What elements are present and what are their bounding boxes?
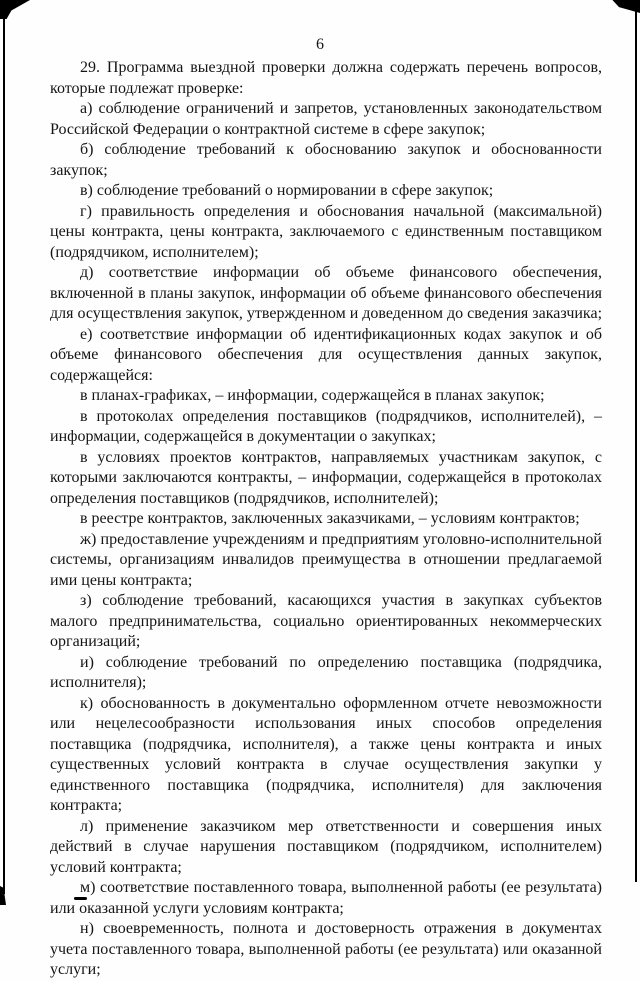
paragraph-subitem-plans: в планах-графиках, – информации, содержащейся в планах закупок;: [80, 387, 545, 404]
paragraph-subitem-protocols: в протоколах определения поставщиков (подрядчиков, исполнителей), – информации, содержащейся в документации о закупках;: [50, 407, 602, 445]
page-number: 6: [316, 36, 324, 53]
scan-artifact-bottom-left: [0, 886, 6, 905]
paragraph-item-zh: ж) предоставление учреждениям и предприятиям уголовно-исполнительной системы, организациям инвалидов преимущества в отношении предлагаемой ими цены контракта;: [50, 530, 602, 589]
paragraph-item-i: и) соблюдение требований по определению поставщика (подрядчика, исполнителя);: [50, 653, 602, 691]
paragraph-item-d: д) соответствие информации об объеме финансового обеспечения, включенной в планы закупок, информации об объеме финансового обеспечения для осуществления закупок, утвержденном и доведенном до сведения заказчика;: [50, 264, 603, 322]
paragraph-item-g: г) правильность определения и обоснования начальной (максимальной) цены контракта, цены контракта, заключаемого с единственным поставщиком (подрядчиком, исполнителем);: [50, 202, 602, 261]
paragraph-item-l: л) применение заказчиком мер ответственности и совершения иных действий в случае нарушения поставщиком (подрядчиком, исполнителем) условий контракта;: [50, 817, 602, 876]
paragraph-item-b: б) соблюдение требований к обоснованию закупок и обоснованности закупок;: [50, 141, 602, 179]
paragraph-item-k: к) обоснованность в документально оформленном отчете невозможности или нецелесообразности использования иных способов определения поставщика (подрядчика, исполнителя), а также цены контракта и иных существенных условий контракта в случае осуществления закупки у единственного поставщика (подрядчика, исполнителя) для заключения контракта;: [50, 694, 602, 814]
paragraph-item-n: н) своевременность, полнота и достоверность отражения в документах учета поставленного товара, выполненной работы (ее результата) или оказанной услуги;: [50, 920, 602, 978]
paragraph-item-a: а) соблюдение ограничений и запретов, установленных законодательством Российской Федерации о контрактной системе в сфере закупок;: [50, 100, 602, 138]
paragraph-item-z: з) соблюдение требований, касающихся участия в закупках субъектов малого предпринимательства, социально ориентированных некоммерческих организаций;: [50, 592, 602, 650]
scan-artifact-left-edge-line: [3, 8, 5, 894]
scan-artifact-right-edge-line: [635, 6, 637, 882]
paragraph-subitem-contract-drafts: в условиях проектов контрактов, направляемых участникам закупок, с которыми заключаются контракты, – информации, содержащейся в протоколах определения поставщиков (подрядчиков, исполнителей);: [50, 448, 602, 507]
document-body: [50, 58, 602, 981]
paragraph-item-29: 29. Программа выездной проверки должна содержать перечень вопросов, которые подлежат проверке:: [50, 59, 602, 97]
paragraph-subitem-registry: в реестре контрактов, заключенных заказчиками, – условиям контрактов;: [80, 510, 580, 527]
paragraph-item-v: в) соблюдение требований о нормировании в сфере закупок;: [80, 182, 494, 199]
paragraph-item-e: е) соответствие информации об идентификационных кодах закупок и об объеме финансового обеспечения для осуществления данных закупок, содержащейся:: [50, 325, 602, 384]
paragraph-item-m: м) соответствие поставленного товара, выполненной работы (ее результата) или оказанной услуги условиям контракта;: [50, 879, 602, 917]
